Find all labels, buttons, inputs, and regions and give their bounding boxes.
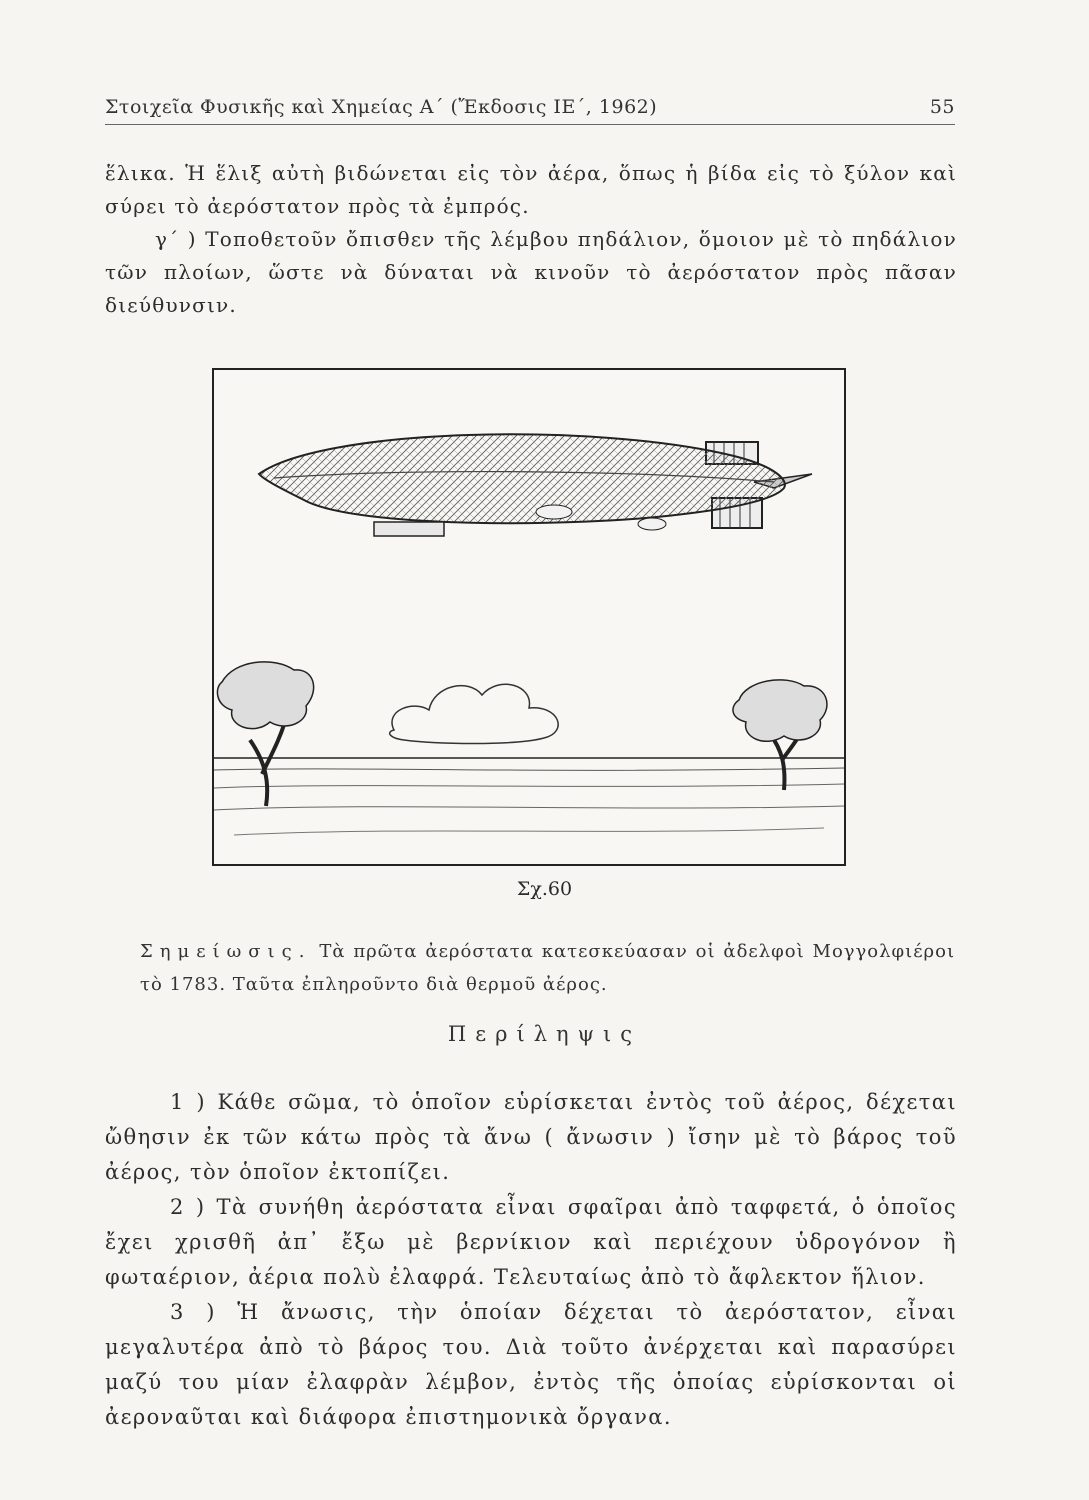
intro-item-c: γ΄ ) Τοποθετοῦν ὄπισθεν τῆς λέμβου πηδάλιον, ὅμοιον μὲ τὸ πηδάλιον τῶν πλοίων, ὥστε νὰ δύναται νὰ κινοῦν τὸ ἀερόστατον πρὸς πᾶσαν διεύθυνσιν. <box>105 227 957 317</box>
header-title: Στοιχεῖα Φυσικῆς καὶ Χημείας Α΄ (Ἔκδοσις ΙΕ΄, 1962) <box>105 96 658 118</box>
figure-caption: Σχ.60 <box>516 878 573 900</box>
airship-gondola-front <box>374 522 444 536</box>
summary-item-1: 1 ) Κάθε σῶμα, τὸ ὁποῖον εὑρίσκεται ἐντὸς τοῦ ἀέρος, δέχεται ὤθησιν ἐκ τῶν κάτω πρὸς τὰ ἄνω ( ἄνωσιν ) ἴσην μὲ τὸ βάρος τοῦ ἀέρος, τὸν ὁποῖον ἐκτοπίζει. <box>105 1090 957 1184</box>
tree-left-foliage <box>217 662 313 729</box>
header-rule <box>105 124 955 125</box>
note-text: Τὰ πρῶτα ἀερόστατα κατεσκεύασαν οἱ ἀδελφοὶ Μογγολφιέροι τὸ 1783. Ταῦτα ἐπληροῦντο διὰ θερμοῦ ἀέρος. <box>140 941 955 995</box>
intro-paragraph: ἕλικα. Ἡ ἕλιξ αὐτὴ βιδώνεται εἰς τὸν ἀέρα, ὅπως ἡ βίδα εἰς τὸ ξύλον καὶ σύρει τὸ ἀερόστατον πρὸς τὰ ἐμπρός. <box>105 161 957 218</box>
summary-item-3: 3 ) Ἡ ἄνωσις, τὴν ὁποίαν δέχεται τὸ ἀερόστατον, εἶναι μεγαλυτέρα ἀπὸ τὸ βάρος του. Διὰ τοῦτο ἀνέρχεται καὶ παρασύρει μαζύ του μίαν ἐλαφρὰν λέμβον, ἐντὸς τῆς ὁποίας εὑρίσκονται οἱ ἀεροναῦται καὶ διάφορα ἐπιστημονικὰ ὄργανα. <box>105 1300 957 1429</box>
tree-right-foliage <box>733 680 827 741</box>
airship-engine-car <box>536 505 572 519</box>
page-number: 55 <box>929 96 955 118</box>
note-label: Σημείωσις. <box>140 941 312 962</box>
historical-note <box>140 935 955 1001</box>
airship-illustration <box>214 370 844 864</box>
figure-airship <box>212 368 846 866</box>
running-header <box>105 88 955 118</box>
intro-text <box>105 157 957 322</box>
airship-engine-car-rear <box>638 518 666 530</box>
summary-list <box>105 1085 957 1435</box>
summary-heading: Περίληψις <box>447 1022 642 1046</box>
cloud <box>390 684 558 743</box>
summary-item-2: 2 ) Τὰ συνήθη ἀερόστατα εἶναι σφαῖραι ἀπὸ ταφφετά, ὁ ὁποῖος ἔχει χρισθῆ ἀπ᾽ ἔξω μὲ βερνίκιον καὶ περιέχουν ὑδρογόνον ἢ φωταέριον, ἀέρια πολὺ ἐλαφρά. Τελευταίως ἀπὸ τὸ ἄφλεκτον ἥλιον. <box>105 1195 957 1289</box>
